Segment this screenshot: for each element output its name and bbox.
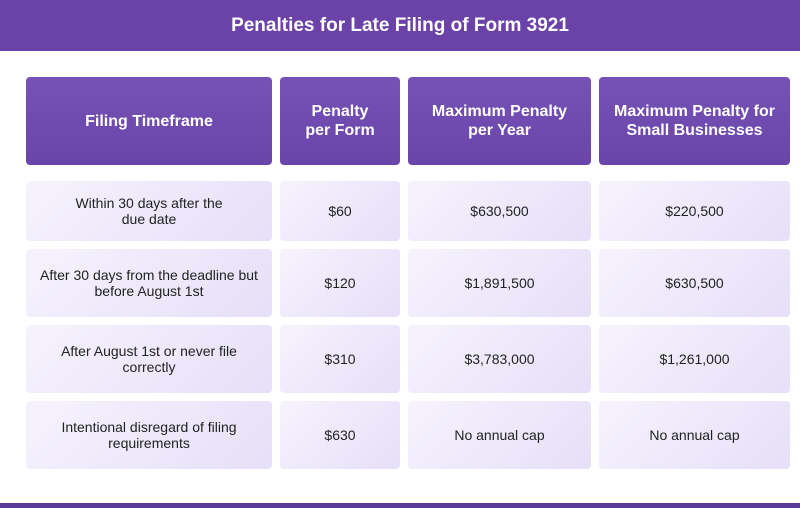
table-cell-penalty: $60	[280, 181, 400, 241]
column-header-max-penalty-small-business: Maximum Penalty for Small Businesses	[599, 77, 790, 165]
page-title-text: Penalties for Late Filing of Form 3921	[231, 14, 569, 36]
table-cell-max-small: No annual cap	[599, 401, 790, 469]
table-cell-penalty: $120	[280, 249, 400, 317]
column-header-max-penalty-year: Maximum Penalty per Year	[408, 77, 591, 165]
table-cell-max-year: $1,891,500	[408, 249, 591, 317]
column-header-filing-timeframe: Filing Timeframe	[26, 77, 272, 165]
table-cell-timeframe: Intentional disregard of filing requirements	[26, 401, 272, 469]
bottom-accent-bar	[0, 503, 800, 508]
column-header-penalty-per-form: Penalty per Form	[280, 77, 400, 165]
table-cell-max-year: $630,500	[408, 181, 591, 241]
table-cell-timeframe: Within 30 days after the due date	[26, 181, 272, 241]
penalty-table	[26, 77, 790, 469]
table-cell-penalty: $630	[280, 401, 400, 469]
table-cell-timeframe: After 30 days from the deadline but before August 1st	[26, 249, 272, 317]
table-cell-timeframe: After August 1st or never file correctly	[26, 325, 272, 393]
table-cell-penalty: $310	[280, 325, 400, 393]
table-cell-max-year: $3,783,000	[408, 325, 591, 393]
table-cell-max-small: $1,261,000	[599, 325, 790, 393]
table-cell-max-small: $220,500	[599, 181, 790, 241]
table-cell-max-small: $630,500	[599, 249, 790, 317]
page-title	[0, 0, 800, 51]
table-cell-max-year: No annual cap	[408, 401, 591, 469]
